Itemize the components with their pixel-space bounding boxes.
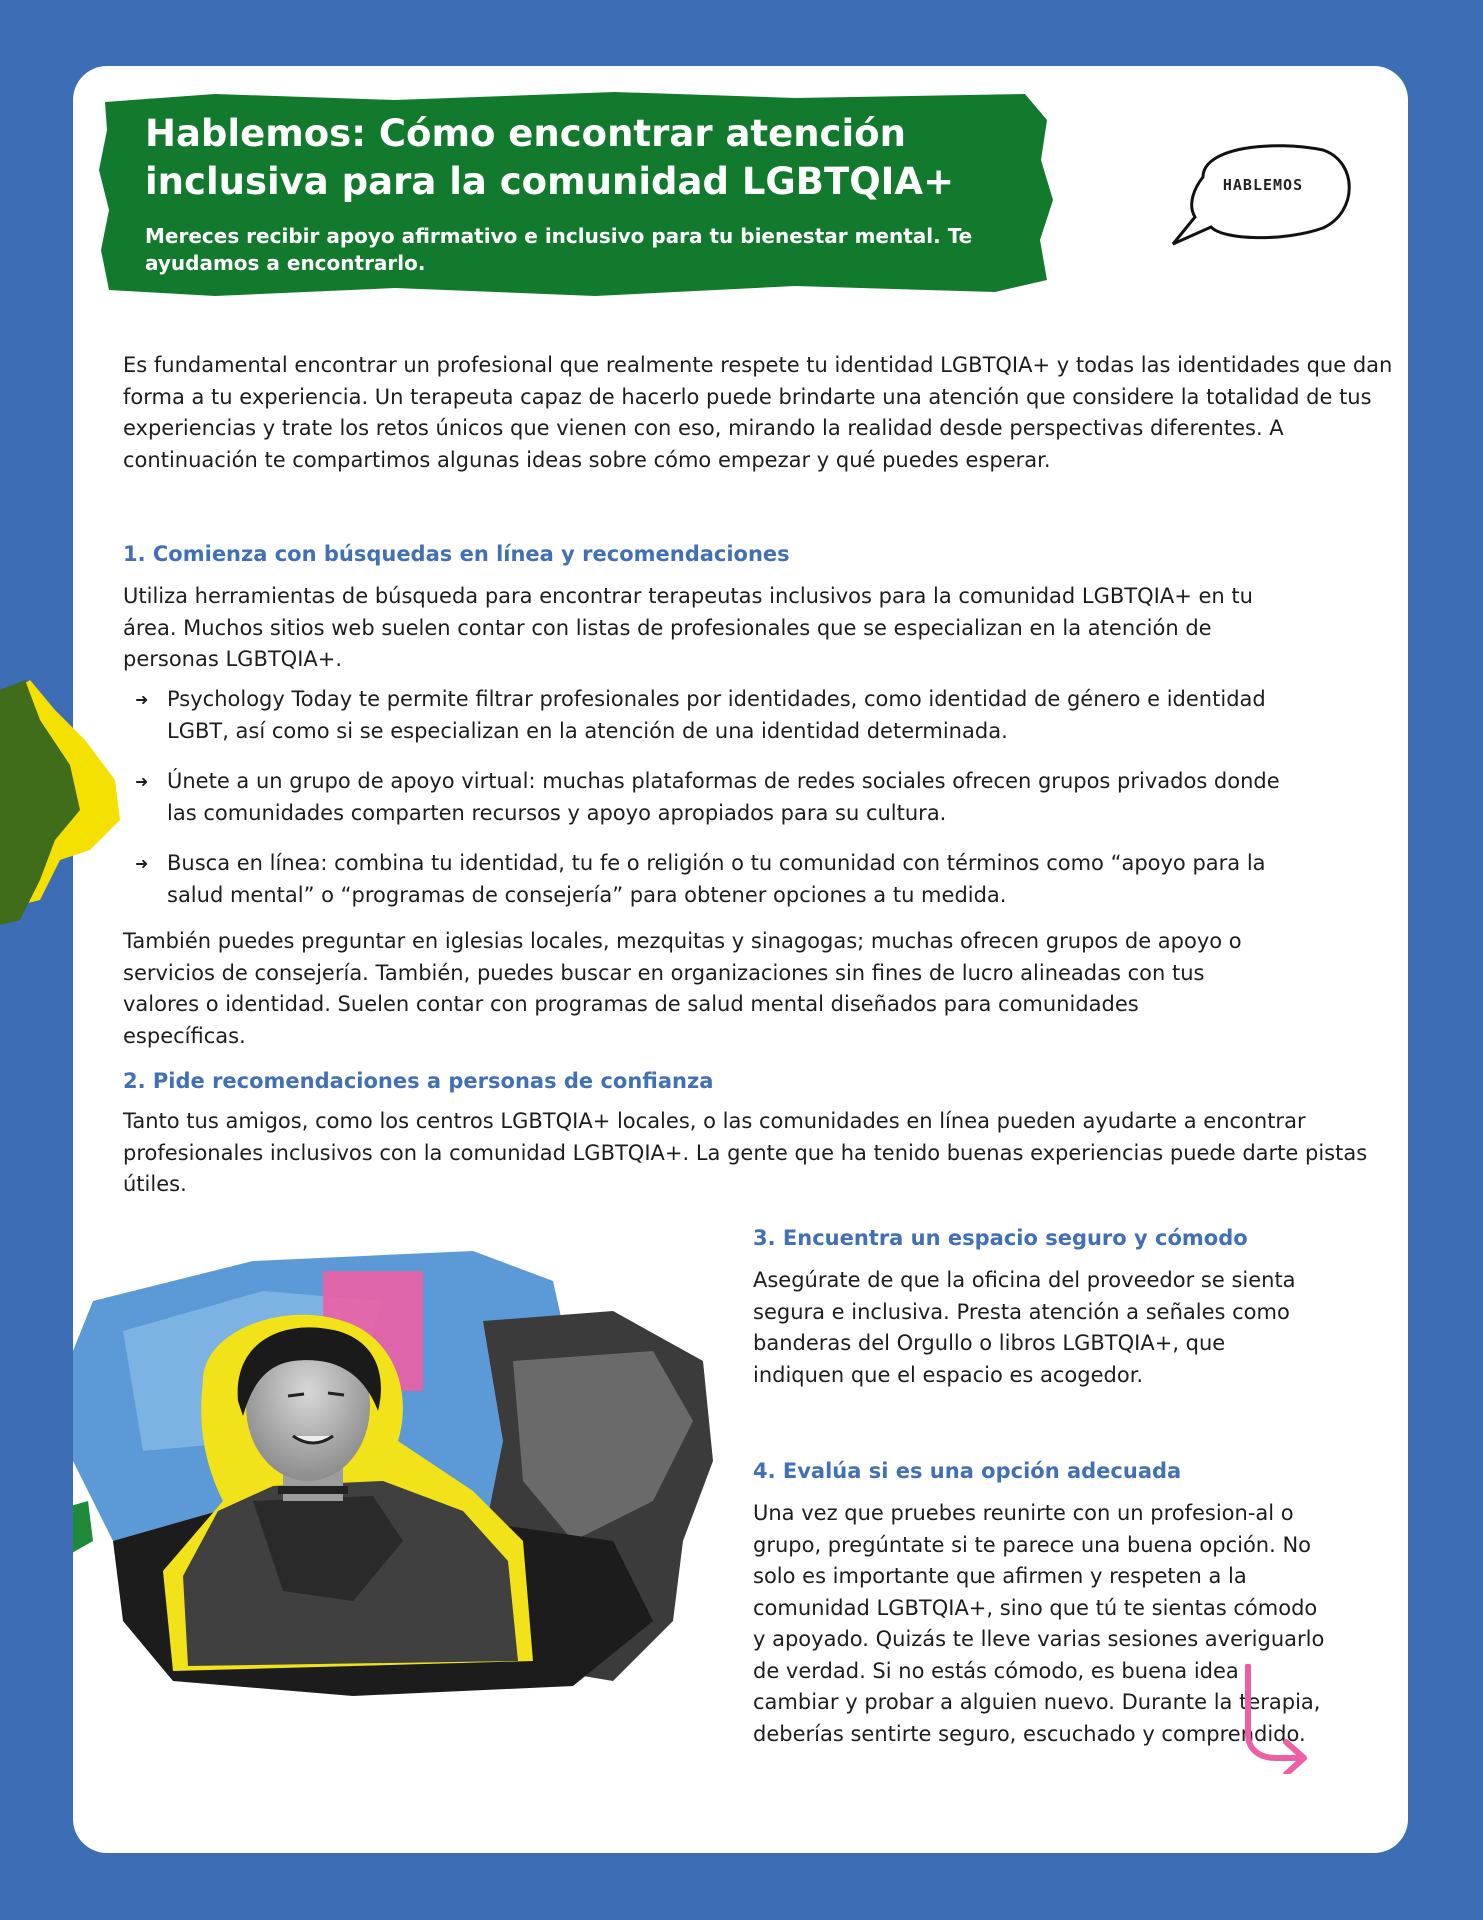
section-1-text: Utiliza herramientas de búsqueda para encontrar terapeutas inclusivos para la comunidad LGBTQIA+ en tu área. Muchos sitios web suelen contar con listas de profesionales que se especializan en la atención de personas LGBTQIA+. <box>123 584 1253 671</box>
decorative-brush-strokes-left <box>0 680 130 930</box>
bubble-label: HABLEMOS <box>1222 176 1304 194</box>
arrow-right-icon: ➜ <box>135 772 149 791</box>
section-1-bullets <box>123 684 1303 930</box>
section-4-heading: 4. Evalúa si es una opción adecuada <box>753 1459 1182 1483</box>
portrait-collage-image <box>73 1241 733 1721</box>
content-card <box>73 66 1408 1853</box>
list-item: ➜ Únete a un grupo de apoyo virtual: muchas plataformas de redes sociales ofrecen grupos privados donde las comunidades comparten recursos y apoyo apropiados para su cultura. <box>123 766 1303 829</box>
pink-curved-arrow-icon <box>1240 1664 1310 1774</box>
page-title: Hablemos: Cómo encontrar atención inclusiva para la comunidad LGBTQIA+ <box>145 112 955 203</box>
section-1-after-text: También puedes preguntar en iglesias locales, mezquitas y sinagogas; muchas ofrecen grupos de apoyo o servicios de consejería. También, puedes buscar en organizaciones sin fines de lucro alineadas con tus valores o identidad. Suelen contar con programas de salud mental diseñados para comunidades específicas. <box>123 929 1242 1048</box>
arrow-right-icon: ➜ <box>135 854 149 873</box>
list-item: ➜ Busca en línea: combina tu identidad, tu fe o religión o tu comunidad con términos como “apoyo para la salud mental” o “programas de consejería” para obtener opciones a tu medida. <box>123 848 1303 911</box>
intro-paragraph: Es fundamental encontrar un profesional que realmente respete tu identidad LGBTQIA+ y todas las identidades que dan forma a tu experiencia. Un terapeuta capaz de hacerlo puede brindarte una atención que considere la totalidad de tus experiencias y trate los retos únicos que vienen con eso, mirando la realidad desde perspectivas diferentes. A continuación te compartimos algunas ideas sobre cómo empezar y qué puedes esperar. <box>123 353 1393 472</box>
section-4-text: Una vez que pruebes reunirte con un profesion-al o grupo, pregúntate si te parece una buena opción. No solo es importante que afirmen y respeten a la comunidad LGBTQIA+, sino que tú te sientas cómodo y apoyado. Quizás te lleve varias sesiones averiguarlo de verdad. Si no estás cómodo, es buena idea cambiar y probar a alguien nuevo. Durante la terapia, deberías sentirte seguro, escuchado y comprendido. <box>753 1501 1325 1746</box>
section-2-heading: 2. Pide recomendaciones a personas de confianza <box>123 1069 714 1093</box>
list-item: ➜ Psychology Today te permite filtrar profesionales por identidades, como identidad de género e identidad LGBT, así como si se especializan en la atención de una identidad determinada. <box>123 684 1303 747</box>
section-3-heading: 3. Encuentra un espacio seguro y cómodo <box>753 1226 1248 1250</box>
section-3-text: Asegúrate de que la oficina del proveedor se sienta segura e inclusiva. Presta atención a señales como banderas del Orgullo o libros LGBTQIA+, que indiquen que el espacio es acogedor. <box>753 1268 1296 1387</box>
section-2-text: Tanto tus amigos, como los centros LGBTQIA+ locales, o las comunidades en línea pueden ayudarte a encontrar profesionales inclusivos con la comunidad LGBTQIA+. La gente que ha tenido buenas experiencias puede darte pistas útiles. <box>123 1109 1368 1196</box>
page-subtitle: Mereces recibir apoyo afirmativo e inclusivo para tu bienestar mental. Te ayudamos a encontrarlo. <box>145 224 973 275</box>
header-banner <box>95 90 1055 302</box>
section-1-heading: 1. Comienza con búsquedas en línea y recomendaciones <box>123 542 790 566</box>
arrow-right-icon: ➜ <box>135 690 149 709</box>
